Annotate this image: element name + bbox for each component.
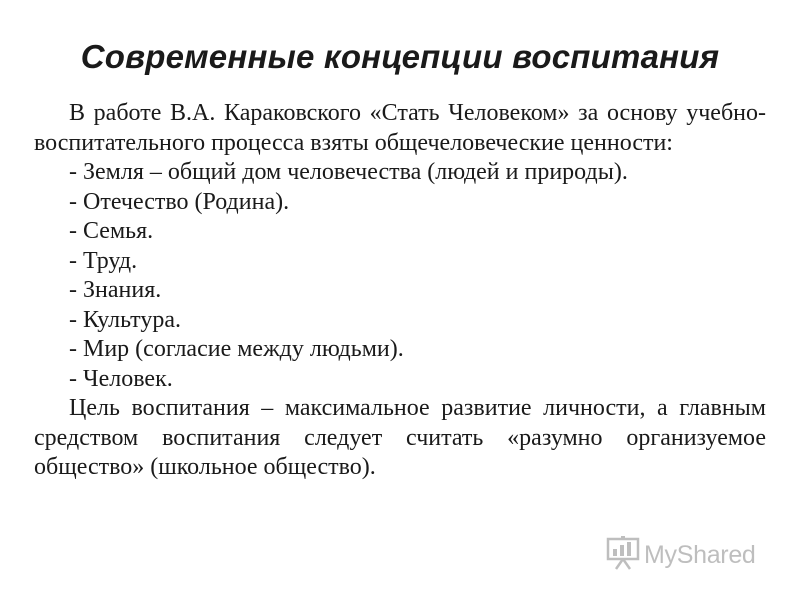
value-item-peace: - Мир (согласие между людьми). bbox=[69, 336, 404, 362]
value-item-earth: - Земля – общий дом человечества (людей и природы). bbox=[69, 159, 628, 185]
watermark bbox=[606, 535, 756, 575]
intro-paragraph: В работе В.А. Караковского «Стать Человеком» за основу учебно-воспитательного процесса взяты общечеловеческие ценности: bbox=[34, 100, 766, 156]
watermark-text: MyShared bbox=[644, 540, 756, 569]
conclusion-paragraph: Цель воспитания – максимальное развитие личности, а главным средством воспитания следует считать «разумно организуемое общество» (школьное общество). bbox=[34, 395, 766, 480]
value-item-culture: - Культура. bbox=[69, 306, 181, 333]
value-item-knowledge: - Знания. bbox=[69, 277, 162, 303]
slide-title: Современные концепции воспитания bbox=[80, 38, 720, 75]
presentation-board-icon bbox=[606, 535, 640, 576]
value-item-fatherland: - Отечество (Родина). bbox=[69, 188, 290, 215]
slide-body bbox=[34, 99, 766, 483]
value-item-family: - Семья. bbox=[69, 218, 154, 244]
value-item-human: - Человек. bbox=[69, 365, 173, 392]
value-item-labor: - Труд. bbox=[69, 247, 138, 274]
